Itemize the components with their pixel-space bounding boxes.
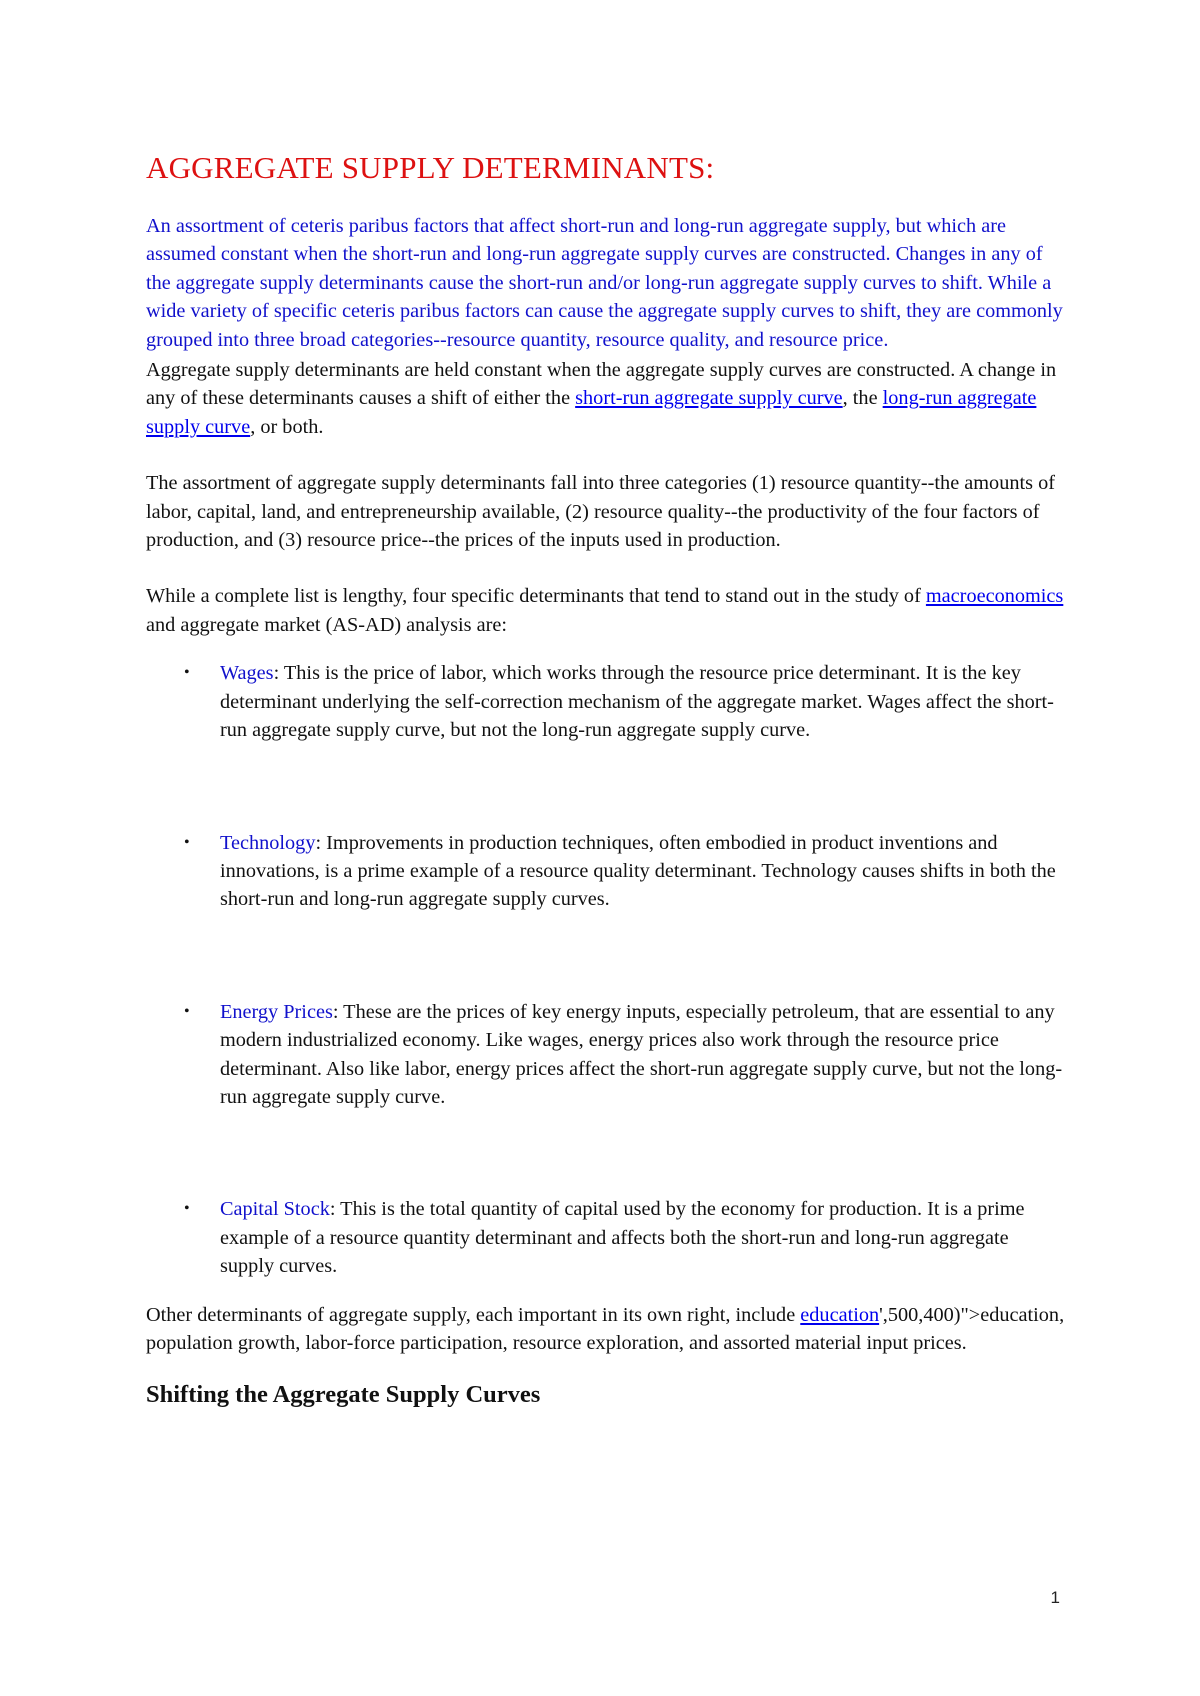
- definition-paragraph: An assortment of ceteris paribus factors that affect short-run and long-run aggregate supply, but which are assumed constant when the short-run and long-run aggregate supply curves are constructed. Changes in any of the aggregate supply determinants cause the short-run and/or long-run aggregate supply curves to shift. While a wide variety of specific ceteris paribus factors can cause the aggregate supply curves to shift, they are commonly grouped into three broad categories--resource quantity, resource quality, and resource price.: [146, 215, 1063, 351]
- specific-text-after: and aggregate market (AS-AD) analysis are:: [146, 613, 507, 636]
- specific-text-before: While a complete list is lengthy, four specific determinants that tend to stand out in the study of: [146, 585, 926, 608]
- wages-term: Wages: [220, 662, 274, 685]
- categories-paragraph: The assortment of aggregate supply determinants fall into three categories (1) resource quantity--the amounts of labor, capital, land, and entrepreneurship available, (2) resource quality--the productivity of the four factors of production, and (3) resource price--the prices of the inputs used in production.: [146, 472, 1055, 552]
- technology-desc: : Improvements in production techniques, often embodied in product inventions and innovations, is a prime example of a resource quality determinant. Technology causes shifts in both the short-run and long-run aggregate supply curves.: [220, 831, 1056, 911]
- section-heading: Shifting the Aggregate Supply Curves: [146, 1381, 541, 1409]
- energy-prices-desc: : These are the prices of key energy inputs, especially petroleum, that are essential to any modern industrialized economy. Like wages, energy prices also work through the resource price determinant. Also like labor, energy prices affect the short-run aggregate supply curve, but not the long-run aggregate supply curve.: [220, 1000, 1063, 1108]
- capital-stock-term: Capital Stock: [220, 1198, 330, 1221]
- short-run-as-curve-link[interactable]: short-run aggregate supply curve: [575, 387, 843, 410]
- bullet-icon: •: [184, 1200, 190, 1218]
- capital-stock-desc: : This is the total quantity of capital used by the economy for production. It is a prime example of a resource quantity determinant and affects both the short-run and long-run aggregate supply curves.: [220, 1198, 1025, 1278]
- list-item-capital-stock: [146, 1195, 1066, 1280]
- bullet-icon: •: [184, 664, 190, 682]
- bullet-icon: •: [184, 833, 190, 851]
- intro-text-after: , or both.: [250, 415, 324, 438]
- other-text-after: ',500,400)">education, population growth, labor-force participation, resource exploration, and assorted material input prices.: [146, 1303, 1065, 1354]
- intro-paragraph: [146, 356, 1066, 441]
- intro-text-mid: , the: [842, 387, 883, 410]
- technology-term: Technology: [220, 831, 316, 854]
- long-run-as-curve-link[interactable]: long-run aggregate supply curve: [146, 387, 1037, 438]
- bullet-icon: •: [184, 1002, 190, 1020]
- page-title: AGGREGATE SUPPLY DETERMINANTS:: [146, 150, 715, 185]
- wages-desc: : This is the price of labor, which works through the resource price determinant. It is the key determinant underlying the self-correction mechanism of the aggregate market. Wages affect the short-run aggregate supply curve, but not the long-run aggregate supply curve.: [220, 662, 1054, 742]
- macroeconomics-link[interactable]: macroeconomics: [925, 585, 1064, 608]
- education-link[interactable]: education: [800, 1303, 880, 1326]
- energy-prices-term: Energy Prices: [220, 1000, 333, 1023]
- other-determinants-paragraph: [146, 1301, 1066, 1358]
- page-content: [146, 150, 1066, 1409]
- page-number: 1: [1050, 1588, 1060, 1607]
- list-item-energy-prices: [146, 998, 1066, 1112]
- list-item-wages: [146, 659, 1066, 744]
- list-item-technology: [146, 829, 1066, 914]
- specific-determinants-paragraph: [146, 582, 1066, 639]
- intro-text-before: Aggregate supply determinants are held constant when the aggregate supply curves are constructed. A change in any of these determinants causes a shift of either the: [146, 359, 1057, 410]
- determinants-list: [146, 659, 1066, 1280]
- other-text-before: Other determinants of aggregate supply, each important in its own right, include: [146, 1303, 801, 1326]
